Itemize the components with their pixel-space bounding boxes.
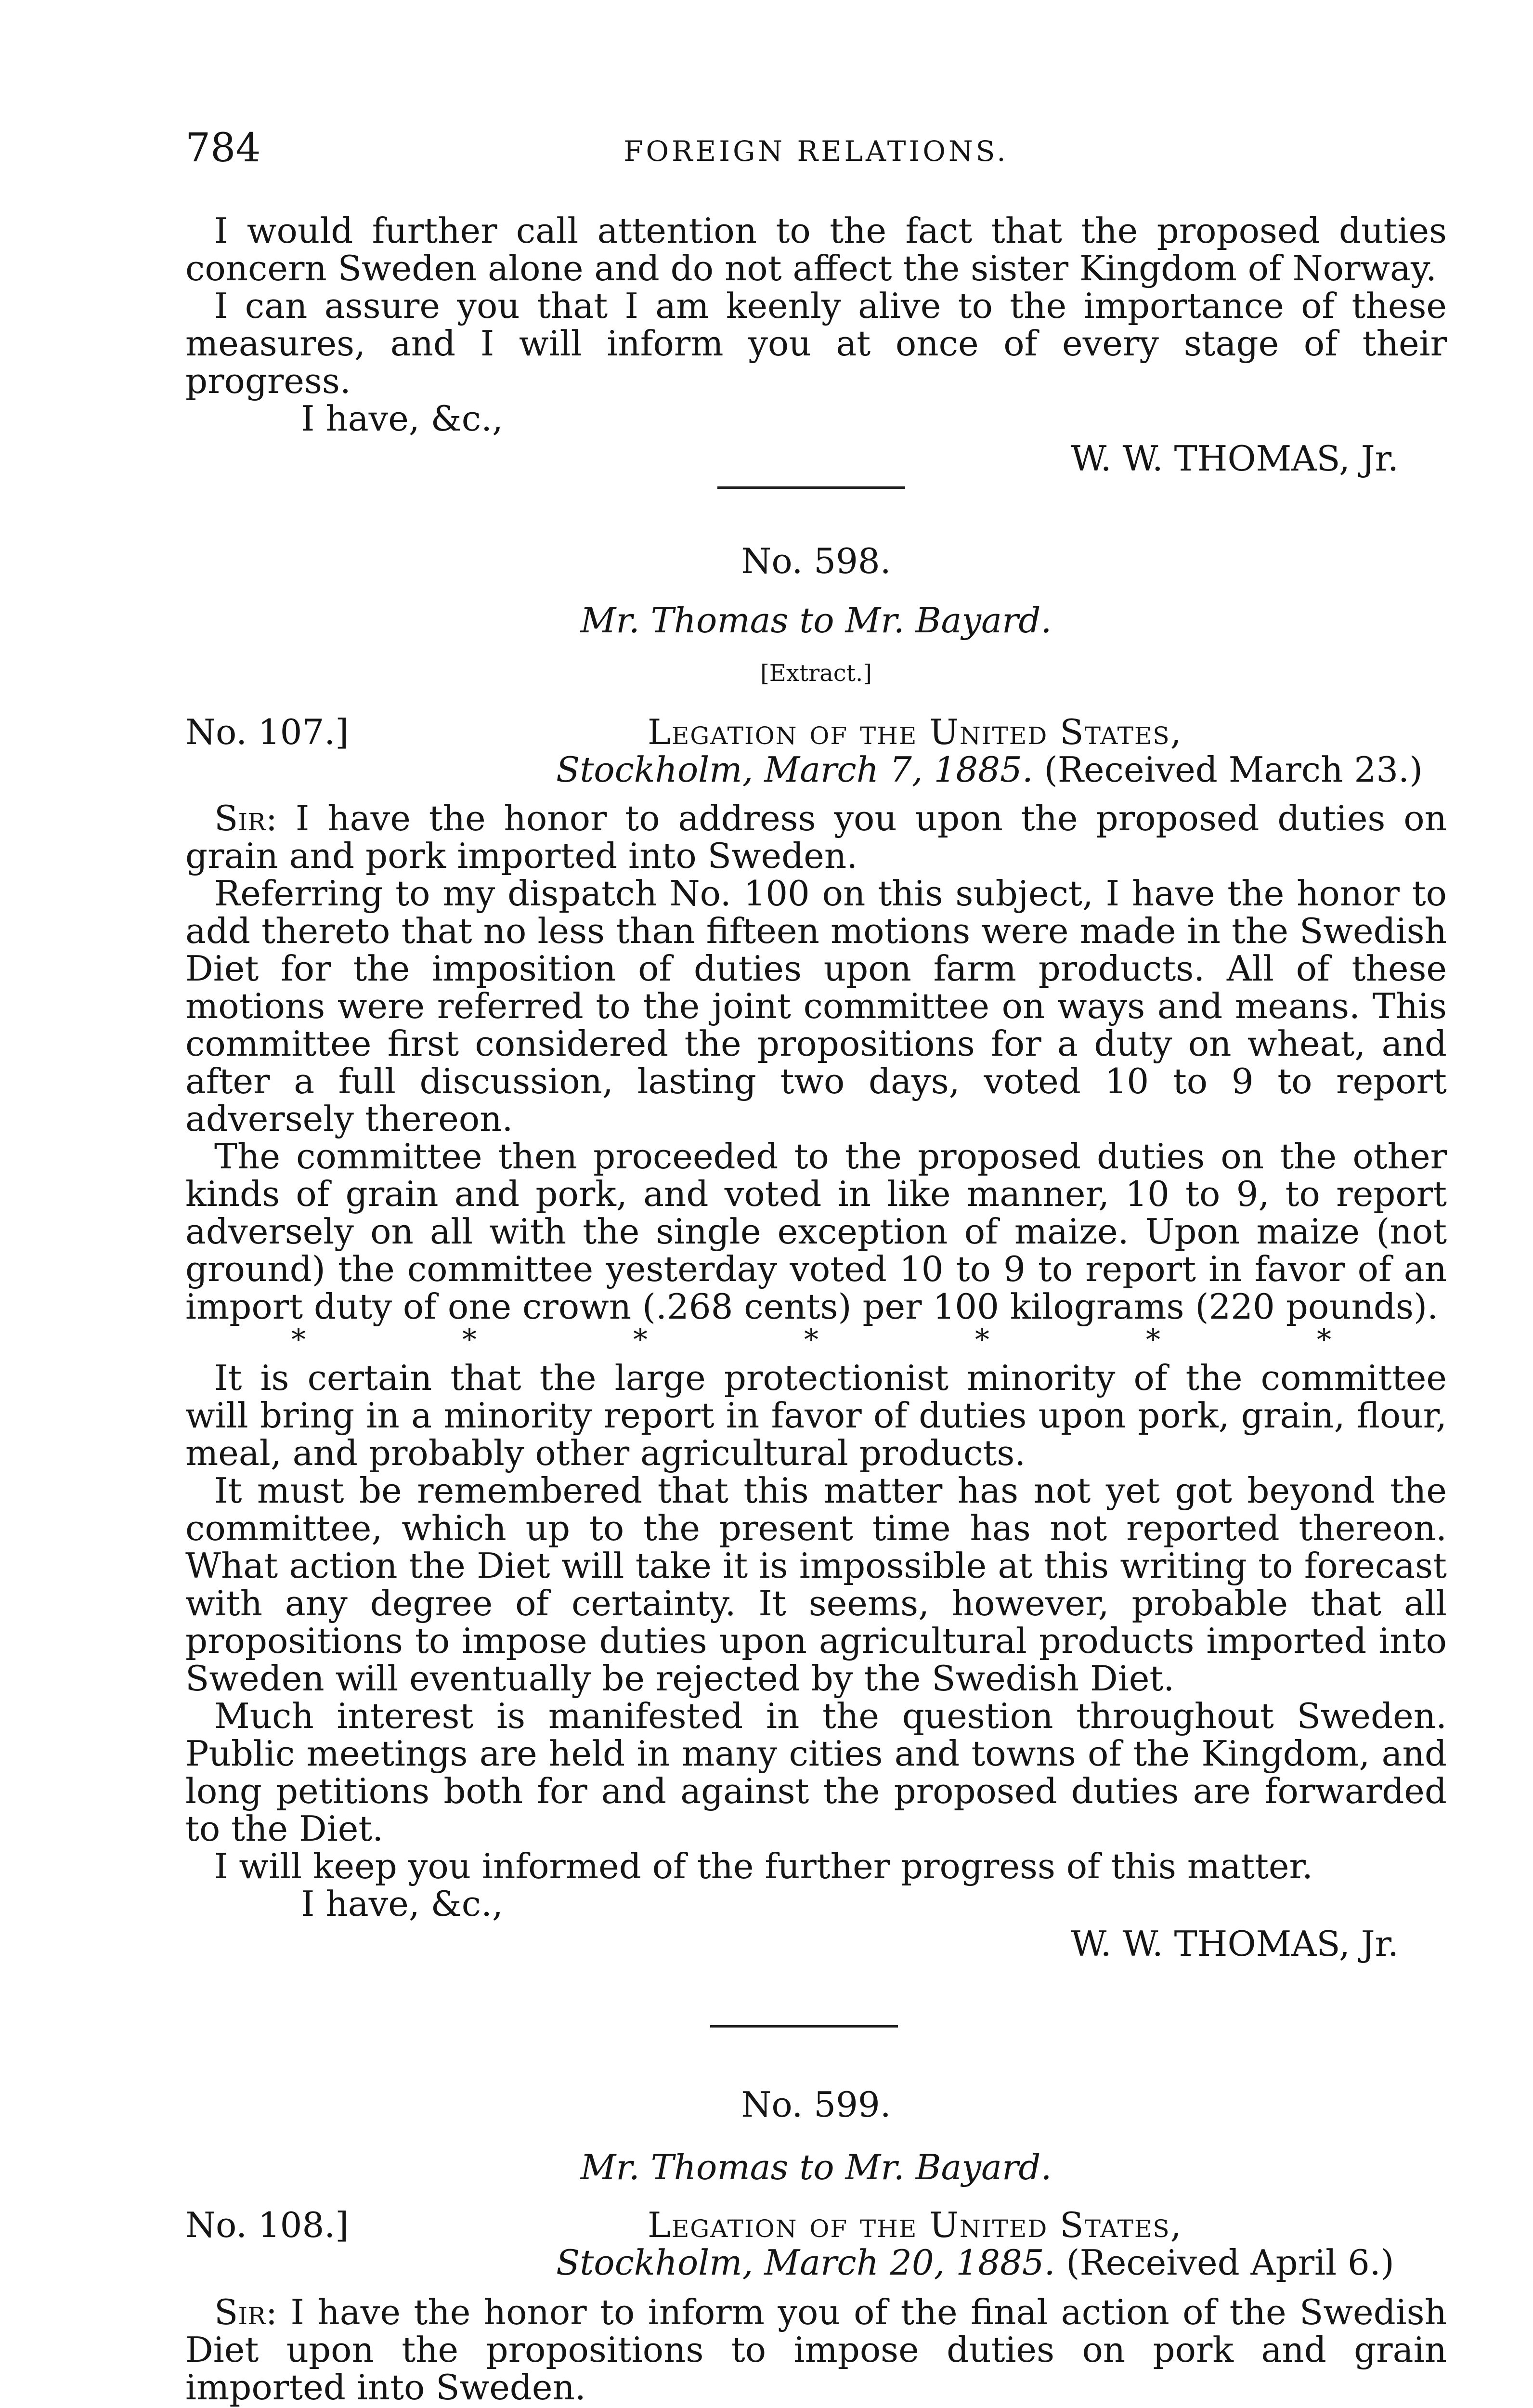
continuation-section <box>185 212 1447 478</box>
asterisk: * <box>1317 1323 1331 1357</box>
doc-598-paragraph-1-text: I have the honor to address you upon the proposed duties on grain and pork imported into Sweden. <box>185 798 1447 876</box>
doc-598-received: (Received March 23.) <box>1044 749 1423 790</box>
doc-599-correspondents: Mr. Thomas to Mr. Bayard. <box>580 2147 1052 2187</box>
doc-599-salutation: Sir: <box>214 2292 277 2332</box>
asterisk: * <box>633 1323 648 1357</box>
page-header <box>185 124 1447 177</box>
doc-598-dispatch-header <box>185 713 1447 795</box>
continuation-closing: I have, &c., <box>301 398 503 439</box>
continuation-signature: W. W. THOMAS, Jr. <box>1071 438 1399 479</box>
doc-599-number: No. 599. <box>741 2084 891 2125</box>
doc-598-paragraph-3: The committee then proceeded to the proposed duties on the other kinds of grain and pork, and voted in like manner, 10 to 9, to report adversely on all with the single exception of maize. Upon maize (not ground) the committee yesterday voted 10 to 9 to report in favor of an import duty of one crown (.268 cents) per 100 kilograms (220 pounds). <box>185 1136 1447 1327</box>
doc-598-number: No. 598. <box>741 541 891 581</box>
doc-599-place: Stockholm, <box>556 2242 754 2283</box>
continuation-paragraph-1: I would further call attention to the fact that the proposed duties concern Sweden alone and do not affect the sister Kingdom of Norway. <box>185 210 1447 288</box>
doc-598-signature: W. W. THOMAS, Jr. <box>1071 1924 1399 1964</box>
doc-599-body <box>185 2293 1447 2406</box>
doc-598-paragraph-2: Referring to my dispatch No. 100 on this subject, I have the honor to add thereto that no less than fifteen motions were made in the Swedish Diet for the imposition of duties upon farm products. All of these motions were referred to the joint committee on ways and means. This committee first considered the propositions for a duty on wheat, and after a full discussion, lasting two days, voted 10 to 9 to report adversely thereon. <box>185 873 1447 1139</box>
doc-598-place: Stockholm, <box>556 749 754 790</box>
doc-598-paragraph-7: I will keep you informed of the further progress of this matter. <box>214 1846 1313 1886</box>
doc-599-date: March 20, 1885. <box>764 2242 1055 2283</box>
asterisk: * <box>804 1323 818 1357</box>
asterisk: * <box>462 1323 477 1357</box>
doc-598-legation: Legation of the United States, <box>648 712 1182 752</box>
asterisk: * <box>1146 1323 1160 1357</box>
continuation-paragraph-2: I can assure you that I am keenly alive to the importance of these measures, and I will inform you at once of every stage of their progress. <box>185 286 1447 401</box>
doc-599-dispatch-header <box>185 2206 1447 2288</box>
doc-599-received: (Received April 6.) <box>1066 2242 1394 2283</box>
doc-599-dispatch-number: No. 108.] <box>185 2205 349 2245</box>
page-number: 784 <box>185 125 261 171</box>
section-divider-1 <box>717 486 905 489</box>
section-divider-2 <box>710 2025 898 2028</box>
asterisk: * <box>291 1323 306 1357</box>
doc-599-paragraph-1-text: I have the honor to inform you of the final action of the Swedish Diet upon the propositions to impose duties on pork and grain imported into Sweden. <box>185 2292 1447 2408</box>
asterisk: * <box>975 1323 989 1357</box>
doc-598-paragraph-6: Much interest is manifested in the question throughout Sweden. Public meetings are held in many cities and towns of the Kingdom, and long petitions both for and against the proposed duties are forwarded to the Diet. <box>185 1696 1447 1849</box>
doc-599-paragraph-1 <box>185 2293 1447 2406</box>
doc-598-dispatch-number: No. 107.] <box>185 712 349 752</box>
doc-598-asterisks <box>185 1323 1447 1357</box>
doc-598-place-date <box>556 750 1423 789</box>
doc-598-date: March 7, 1885. <box>764 749 1033 790</box>
doc-598-body <box>185 799 1447 1963</box>
doc-598-correspondents: Mr. Thomas to Mr. Bayard. <box>580 600 1052 641</box>
doc-599-place-date <box>556 2243 1394 2282</box>
doc-598-paragraph-5: It must be remembered that this matter has not yet got beyond the committee, which up to the present time has not reported thereon. What action the Diet will take it is impossible at this writing to forecast with any degree of certainty. It seems, however, probable that all propositions to impose duties upon agricultural products imported into Sweden will eventually be rejected by the Swedish Diet. <box>185 1470 1447 1699</box>
doc-598-paragraph-4: It is certain that the large protectionist minority of the committee will bring in a minority report in favor of duties upon pork, grain, flour, meal, and probably other agricultural products. <box>185 1358 1447 1473</box>
doc-598-closing: I have, &c., <box>301 1884 503 1924</box>
doc-598-paragraph-1 <box>185 799 1447 875</box>
doc-598-extract-note: [Extract.] <box>760 660 872 687</box>
doc-599-legation: Legation of the United States, <box>648 2205 1182 2245</box>
doc-598-salutation: Sir: <box>214 798 277 838</box>
running-title: FOREIGN RELATIONS. <box>624 135 1009 168</box>
